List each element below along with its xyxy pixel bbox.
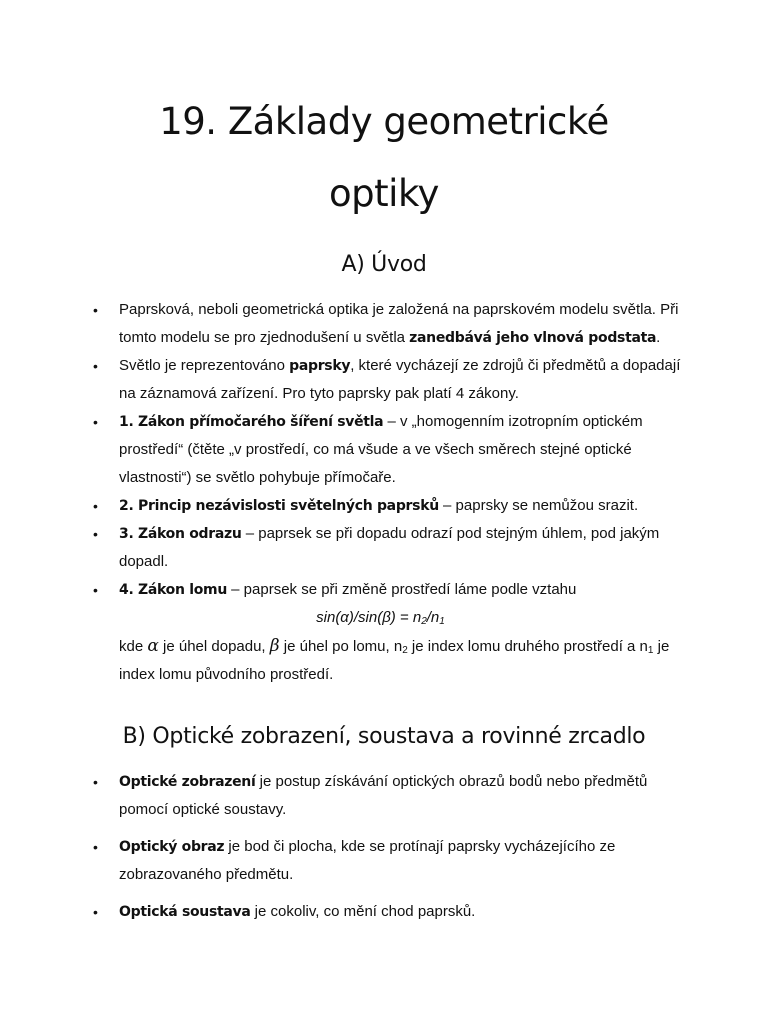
section-b-heading: B) Optické zobrazení, soustava a rovinné zrcadlo bbox=[122, 724, 646, 749]
formula-explanation bbox=[119, 638, 669, 683]
expl-part: je úhel dopadu, bbox=[158, 638, 270, 655]
list-item bbox=[0, 408, 768, 492]
bullet-icon: • bbox=[93, 526, 98, 542]
expl-sub: 2 bbox=[402, 645, 408, 656]
expl-sub: 1 bbox=[647, 645, 654, 656]
page-title-line1: 19. Základy geometrické bbox=[159, 100, 609, 143]
formula-sub: 1 bbox=[439, 616, 445, 627]
item-bold: zanedbává jeho vlnová podstata bbox=[409, 330, 657, 346]
item-text: Světlo je reprezentováno bbox=[119, 357, 290, 374]
item-bold: Optické zobrazení bbox=[119, 774, 256, 790]
formula-sub: 2 bbox=[421, 616, 427, 627]
bullet-icon: • bbox=[93, 358, 98, 374]
item-text: Paprsková, neboli geometrická optika je založená na paprskovém modelu světla. Při tomto modelu se pro zjednodušení u světla bbox=[119, 301, 679, 346]
item-text: – paprsek se při dopadu odrazí pod stejným úhlem, pod jakým dopadl. bbox=[119, 525, 660, 570]
item-text: je cokoliv, co mění chod paprsků. bbox=[250, 903, 476, 920]
bullet-icon: • bbox=[93, 498, 98, 514]
expl-part: je úhel po lomu, n bbox=[279, 638, 403, 655]
section-a-list bbox=[0, 296, 768, 689]
item-text: – v „homogenním izotropním optickém prostředí“ (čtěte „v prostředí, co má všude a ve všech směrech stejné optické vlastnosti“) se světlo pohybuje přímočaře. bbox=[119, 413, 643, 486]
snell-formula bbox=[79, 604, 682, 632]
bullet-icon: • bbox=[93, 302, 98, 318]
item-bold: Optická soustava bbox=[119, 904, 251, 920]
section-b-list bbox=[0, 768, 768, 935]
item-bold: Optický obraz bbox=[119, 839, 225, 855]
list-item bbox=[0, 833, 768, 889]
item-bold: 3. Zákon odrazu bbox=[119, 526, 242, 542]
item-text: – paprsky se nemůžou srazit. bbox=[438, 497, 639, 514]
bullet-icon: • bbox=[93, 839, 98, 855]
item-text: je bod či plocha, kde se protínají paprsky vycházejícího ze zobrazovaného předmětu. bbox=[119, 838, 616, 883]
item-text: , které vycházejí ze zdrojů či předmětů a dopadají na záznamová zařízení. Pro tyto paprsky pak platí 4 zákony. bbox=[119, 357, 681, 402]
list-item bbox=[0, 576, 768, 689]
alpha-symbol: α bbox=[147, 636, 159, 656]
list-item bbox=[0, 296, 768, 352]
formula-part: sin(α)/sin(β) = n bbox=[316, 609, 422, 626]
section-a-heading: A) Úvod bbox=[341, 252, 427, 277]
bullet-icon: • bbox=[93, 774, 98, 790]
bullet-icon: • bbox=[93, 414, 98, 430]
bullet-icon: • bbox=[93, 904, 98, 920]
item-text: – paprsek se při změně prostředí láme podle vztahu bbox=[227, 581, 577, 598]
item-bold: 1. Zákon přímočarého šíření světla bbox=[119, 414, 384, 430]
list-item bbox=[0, 352, 768, 408]
bullet-icon: • bbox=[93, 582, 98, 598]
list-item bbox=[0, 768, 768, 824]
expl-part: je index lomu druhého prostředí a n bbox=[407, 638, 648, 655]
expl-part: je index lomu původního prostředí. bbox=[119, 638, 670, 683]
list-item bbox=[0, 520, 768, 576]
item-bold: paprsky bbox=[289, 358, 351, 374]
item-text: . bbox=[656, 329, 661, 346]
item-bold: 2. Princip nezávislosti světelných paprsků bbox=[119, 498, 439, 514]
expl-part: kde bbox=[119, 638, 148, 655]
formula-part: /n bbox=[426, 609, 440, 626]
list-item bbox=[0, 492, 768, 520]
list-item bbox=[0, 898, 768, 926]
page-title-line2: optiky bbox=[329, 172, 439, 215]
beta-symbol: β bbox=[269, 636, 280, 656]
item-bold: 4. Zákon lomu bbox=[119, 582, 227, 598]
item-text: je postup získávání optických obrazů bodů nebo předmětů pomocí optické soustavy. bbox=[119, 773, 648, 818]
